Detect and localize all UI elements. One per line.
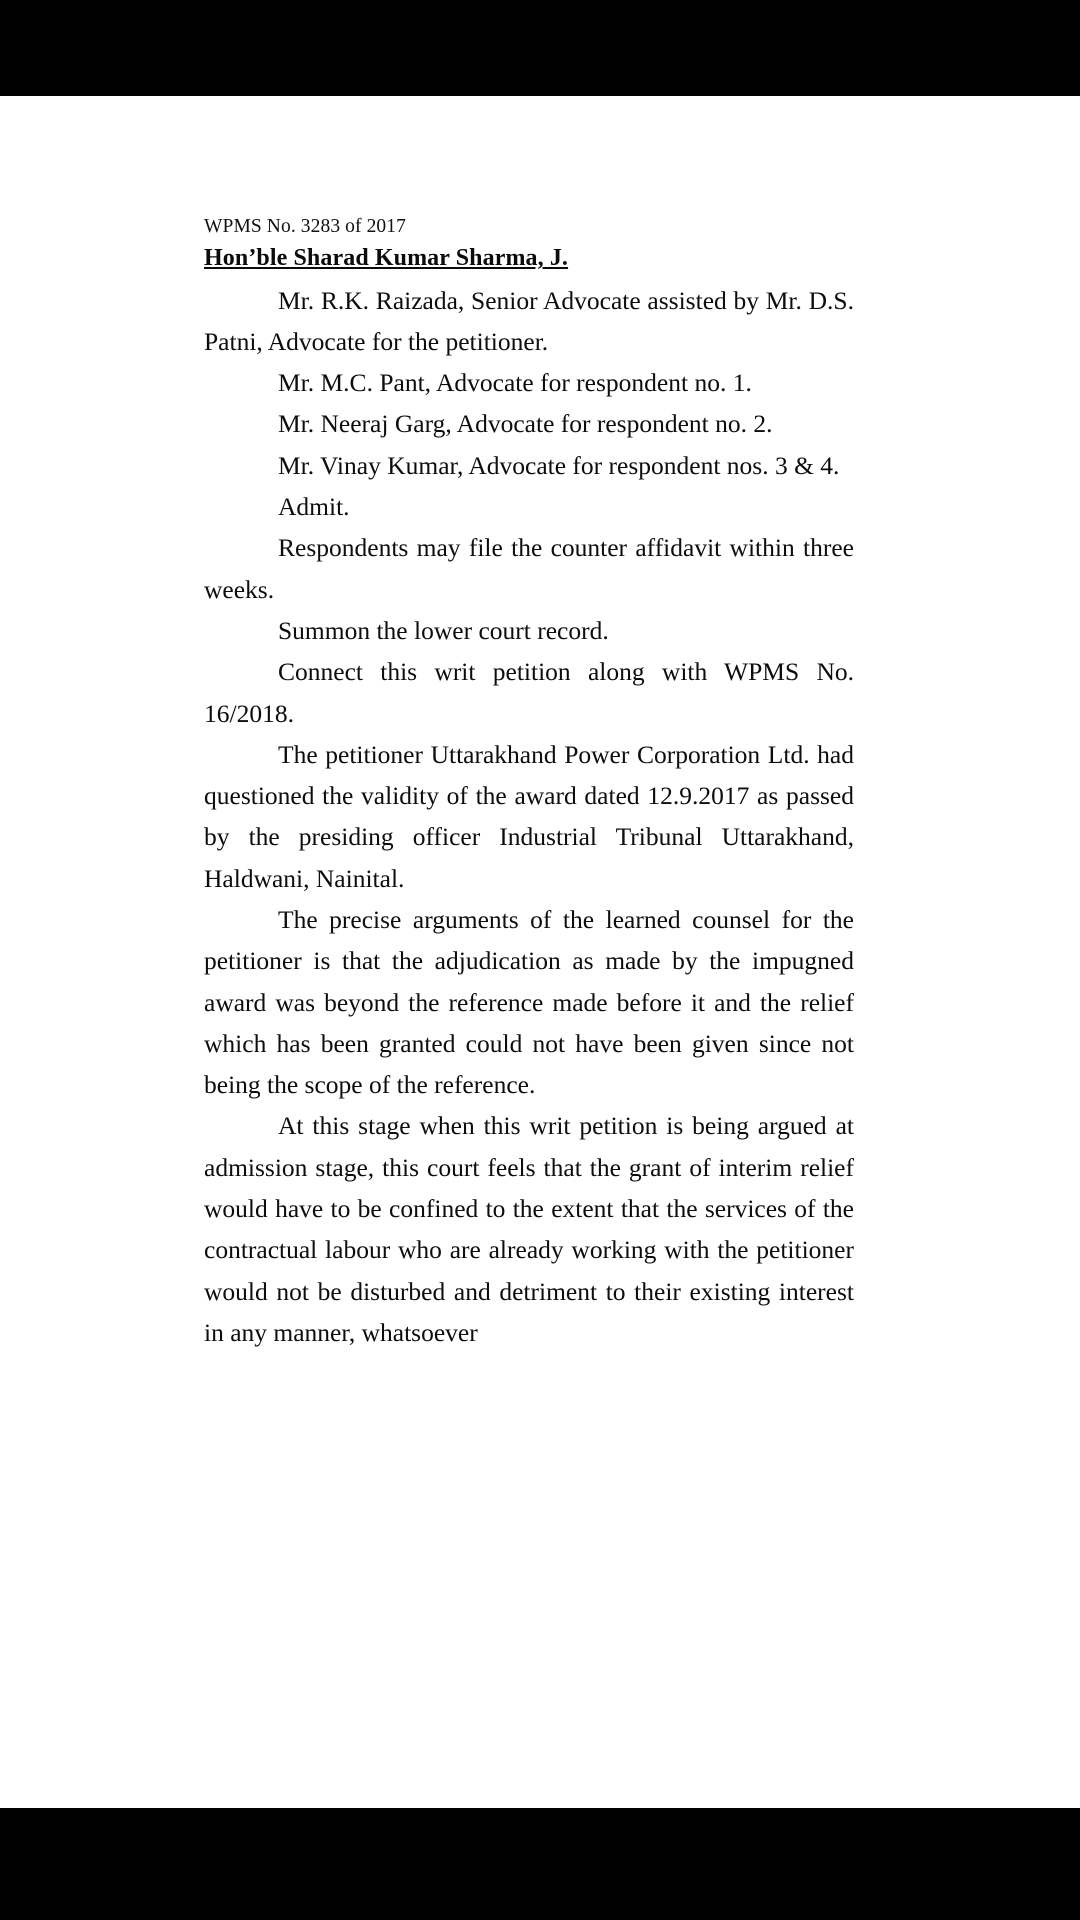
paragraph-respondent-3-4-counsel: Mr. Vinay Kumar, Advocate for respondent nos. 3 & 4.: [278, 450, 840, 480]
paragraph-respondent-2-counsel: Mr. Neeraj Garg, Advocate for respondent no. 2.: [278, 409, 773, 439]
paragraph-admit: Admit.: [278, 492, 350, 522]
paragraph-counter-affidavit: Respondents may file the counter affidavit within three weeks.: [204, 533, 854, 604]
paragraph-arguments: The precise arguments of the learned counsel for the petitioner is that the adjudication as made by the impugned award was beyond the reference made before it and the relief which has been granted could not have been given since not being the scope of the reference.: [204, 904, 854, 1100]
judge-name-heading: Hon’ble Sharad Kumar Sharma, J.: [204, 245, 569, 272]
paragraph-interim-relief: At this stage when this writ petition is being argued at admission stage, this court feels that the grant of interim relief would have to be confined to the extent that the services of the contractual labour who are already working with the petitioner would not be disturbed and detriment to their existing interest in any manner, whatsoever: [204, 1111, 854, 1347]
document-page: [0, 96, 1080, 1808]
paragraph-petitioner-background: The petitioner Uttarakhand Power Corporation Ltd. had questioned the validity of the award dated 12.9.2017 as passed by the presiding officer Industrial Tribunal Uttarakhand, Haldwani, Nainital.: [204, 739, 854, 893]
paragraph-respondent-1-counsel: Mr. M.C. Pant, Advocate for respondent no. 1.: [278, 368, 752, 398]
paragraph-petitioner-counsel: Mr. R.K. Raizada, Senior Advocate assisted by Mr. D.S. Patni, Advocate for the petitioner.: [204, 285, 854, 356]
case-number: WPMS No. 3283 of 2017: [204, 216, 406, 237]
document-text-block: [204, 214, 854, 1353]
paragraph-connect-petition: Connect this writ petition along with WPMS No. 16/2018.: [204, 657, 854, 728]
paragraph-summon-record: Summon the lower court record.: [278, 615, 609, 645]
